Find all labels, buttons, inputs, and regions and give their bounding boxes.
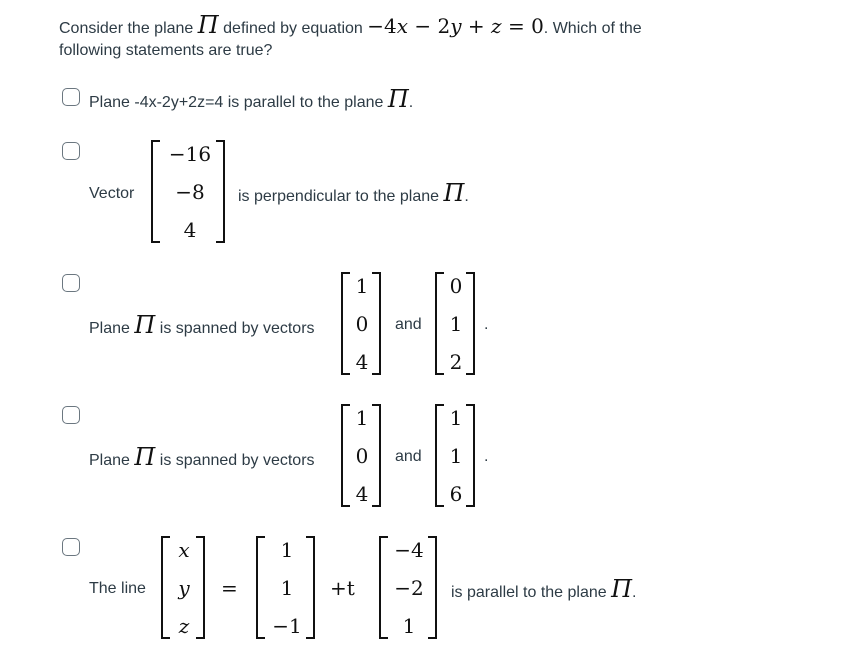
plane-symbol: Π: [197, 11, 219, 39]
vector-entry: 2: [449, 350, 463, 374]
vector-entry: x: [178, 538, 190, 562]
vector-entry: 1: [355, 406, 369, 430]
option-2-tail: is perpendicular to the plane Π.: [238, 179, 469, 207]
question-post: . Which of the: [543, 20, 642, 37]
vector-entry: 4: [355, 482, 369, 506]
vector-entry: −8: [175, 180, 205, 204]
option-5-checkbox[interactable]: [62, 538, 80, 556]
option-3-text: Plane Π is spanned by vectors: [89, 311, 315, 339]
vector-entry: −16: [168, 142, 212, 166]
vector-entry: 4: [183, 218, 197, 242]
option-3-checkbox[interactable]: [62, 274, 80, 292]
option-4-text: Plane Π is spanned by vectors: [89, 443, 315, 471]
vector-entry: −4: [394, 538, 424, 562]
question-mid: defined by equation: [223, 20, 363, 37]
vector-entry: 0: [355, 312, 369, 336]
question-line-2: following statements are true?: [59, 42, 273, 59]
option-1-checkbox[interactable]: [62, 88, 80, 106]
and-label: and: [395, 316, 422, 333]
option-1-text: Plane -4x-2y+2z=4 is parallel to the plane Π.: [89, 85, 414, 113]
option-5-lead: The line: [89, 580, 146, 597]
option-2-checkbox[interactable]: [62, 142, 80, 160]
option-2-lead: Vector: [89, 185, 135, 202]
vector-entry: 1: [449, 312, 463, 336]
vector-entry: 0: [355, 444, 369, 468]
vector-entry: 1: [449, 444, 463, 468]
vector-entry: z: [178, 614, 190, 638]
plane-symbol: Π: [387, 85, 409, 113]
question-pre: Consider the plane: [59, 20, 194, 37]
vector-entry: 6: [449, 482, 463, 506]
question-line-1: [59, 12, 642, 38]
and-label: and: [395, 448, 422, 465]
vector-entry: 4: [355, 350, 369, 374]
plane-symbol: Π: [134, 311, 156, 339]
vector-entry: 1: [402, 614, 416, 638]
period: .: [484, 448, 489, 465]
vector-entry: y: [178, 576, 190, 600]
plus-t: +t: [330, 576, 355, 600]
vector-entry: 1: [355, 274, 369, 298]
plane-symbol: Π: [443, 179, 465, 207]
vector-entry: 1: [280, 538, 294, 562]
vector-entry: −1: [272, 614, 302, 638]
period: .: [484, 316, 489, 333]
equation: −4x − 2y + z = 0: [367, 14, 544, 38]
option-5-tail: is parallel to the plane Π.: [451, 575, 637, 603]
equals-sign: =: [221, 576, 238, 600]
vector-entry: −2: [394, 576, 424, 600]
plane-symbol: Π: [611, 575, 633, 603]
vector-entry: 1: [449, 406, 463, 430]
vector-entry: 1: [280, 576, 294, 600]
vector-entry: 0: [449, 274, 463, 298]
option-4-checkbox[interactable]: [62, 406, 80, 424]
plane-symbol: Π: [134, 443, 156, 471]
